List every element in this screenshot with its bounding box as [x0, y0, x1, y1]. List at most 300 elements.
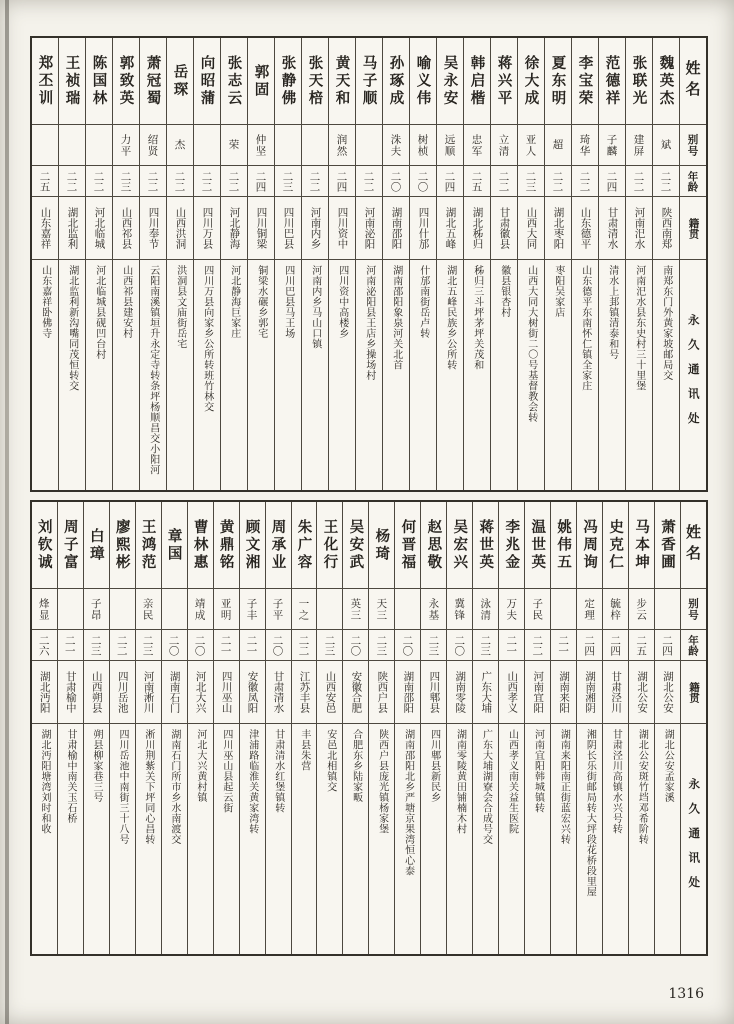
person-column	[572, 38, 599, 490]
person-column	[464, 38, 491, 490]
entry-alias: 英三	[343, 589, 368, 630]
entry-alias: 远顺	[437, 125, 463, 166]
entry-alias: 天三	[369, 589, 394, 630]
entry-address: 清水上邽镇清泰和号	[606, 265, 618, 360]
entry-alias: 杰	[167, 125, 193, 166]
entry-age: 二五	[629, 630, 654, 661]
book-gutter-shadow	[5, 0, 9, 1024]
entry-native-place: 湖南石门	[162, 661, 187, 724]
entry-address: 山西孝义南关益生医院	[506, 729, 518, 834]
entry-age: 二二	[545, 166, 571, 197]
entry-native-place: 河南汜水	[626, 197, 652, 260]
entry-alias: 琦华	[572, 125, 598, 166]
entry-name: 韩启楷	[464, 38, 490, 125]
entry-alias: 万夫	[499, 589, 524, 630]
entry-age: 二六	[32, 630, 57, 661]
person-column	[655, 502, 681, 954]
entry-address: 甘肃泾川高镇水兴号转	[610, 729, 622, 834]
entry-native-place: 河南泌阳	[356, 197, 382, 260]
entry-alias: 忠军	[464, 125, 490, 166]
entry-name: 蒋兴平	[491, 38, 517, 125]
entry-alias	[162, 589, 187, 630]
entry-address: 湘阴长乐街邮局转大坪段花桥段里屋	[584, 729, 596, 897]
entry-alias: 一之	[292, 589, 317, 630]
entry-alias: 泳清	[473, 589, 498, 630]
entry-age: 二四	[248, 166, 274, 197]
entry-age: 二四	[437, 166, 463, 197]
entry-native-place: 河北大兴	[188, 661, 213, 724]
entry-age: 二〇	[383, 166, 409, 197]
entry-name: 萧香圃	[655, 502, 680, 589]
entry-address: 洪洞县文庙街岳宅	[174, 265, 186, 349]
entry-address: 四川巫山县起云街	[220, 729, 232, 813]
entry-name: 张静佛	[275, 38, 301, 125]
entry-name: 郭致英	[113, 38, 139, 125]
entry-address: 什邡南街岳卢转	[417, 265, 429, 339]
entry-alias	[275, 125, 301, 166]
header-alias: 别号	[680, 125, 706, 166]
entry-address: 河南宜阳韩城镇转	[532, 729, 544, 813]
entry-name: 冯周询	[577, 502, 602, 589]
entry-alias: 树桢	[410, 125, 436, 166]
entry-native-place: 四川资中	[329, 197, 355, 260]
entry-alias: 绍贤	[140, 125, 166, 166]
person-column	[525, 502, 551, 954]
entry-alias: 毓梓	[603, 589, 628, 630]
entry-address: 湖南来阳南正街蓝宏兴转	[558, 729, 570, 845]
entry-name: 曹林惠	[188, 502, 213, 589]
entry-alias: 荣	[221, 125, 247, 166]
entry-address: 河北静海巨家庄	[228, 265, 240, 339]
entry-alias	[551, 589, 576, 630]
entry-native-place: 江苏丰县	[292, 661, 317, 724]
entry-alias: 亚明	[214, 589, 239, 630]
entry-address: 徽县银杏村	[498, 265, 510, 318]
header-native_place: 籍贯	[680, 197, 706, 260]
entry-age: 二〇	[410, 166, 436, 197]
entry-alias: 烽显	[32, 589, 57, 630]
entry-name: 吴永安	[437, 38, 463, 125]
entry-name: 章国	[162, 502, 187, 589]
entry-age: 二〇	[343, 630, 368, 661]
entry-alias: 子昂	[84, 589, 109, 630]
entry-native-place: 四川郫县	[421, 661, 446, 724]
entry-age: 二二	[167, 166, 193, 197]
person-column	[302, 38, 329, 490]
entry-native-place: 甘肃泾川	[603, 661, 628, 724]
entry-native-place: 湖北秭归	[464, 197, 490, 260]
entry-alias	[86, 125, 112, 166]
entry-address: 合肥东乡陆家畈	[350, 729, 362, 803]
entry-name: 李兆金	[499, 502, 524, 589]
entry-address: 四川郫县新民乡	[428, 729, 440, 803]
entry-native-place: 河南淅川	[136, 661, 161, 724]
entry-alias: 力平	[113, 125, 139, 166]
entry-address: 山西祁县建安村	[120, 265, 132, 339]
entry-age: 二二	[572, 166, 598, 197]
entry-alias: 建屏	[626, 125, 652, 166]
entry-age: 二四	[577, 630, 602, 661]
entry-name: 刘钦诚	[32, 502, 57, 589]
entry-name: 马本坤	[629, 502, 654, 589]
entry-native-place: 河南内乡	[302, 197, 328, 260]
entry-native-place: 湖北公安	[629, 661, 654, 724]
entry-address: 铜梁水碾乡郭宅	[255, 265, 267, 339]
entry-native-place: 山西孝义	[499, 661, 524, 724]
entry-name: 史克仁	[603, 502, 628, 589]
entry-native-place: 广东大埔	[473, 661, 498, 724]
entry-age: 二三	[473, 630, 498, 661]
entry-native-place: 甘肃徽县	[491, 197, 517, 260]
person-column	[437, 38, 464, 490]
entry-age: 二〇	[447, 630, 472, 661]
entry-name: 周承业	[266, 502, 291, 589]
entry-name: 黄天和	[329, 38, 355, 125]
entry-address: 广东大埔湖寮会合成号交	[480, 729, 492, 845]
person-column	[32, 502, 58, 954]
entry-age: 二三	[518, 166, 544, 197]
person-column	[410, 38, 437, 490]
entry-age: 二四	[655, 630, 680, 661]
header-name: 姓名	[681, 502, 706, 589]
entry-address: 四川岳池中南街三十八号	[116, 729, 128, 845]
entry-alias	[317, 589, 342, 630]
entry-name: 赵思敬	[421, 502, 446, 589]
entry-name: 夏东明	[545, 38, 571, 125]
entry-age: 二一	[551, 630, 576, 661]
entry-address: 云阳南溪镇垣升永定寺转条坪杨顺昌交小阳河	[147, 265, 159, 475]
person-column	[447, 502, 473, 954]
entry-native-place: 湖南湘阴	[577, 661, 602, 724]
entry-native-place: 山西祁县	[113, 197, 139, 260]
person-column	[58, 502, 84, 954]
entry-alias: 洙夫	[383, 125, 409, 166]
entry-name: 张志云	[221, 38, 247, 125]
person-column	[369, 502, 395, 954]
entry-age: 二〇	[266, 630, 291, 661]
header-address: 永久通讯处	[687, 777, 702, 901]
entry-name: 郭固	[248, 38, 274, 125]
entry-age: 二二	[626, 166, 652, 197]
entry-address: 秭归三斗坪茅坪关茂和	[471, 265, 483, 370]
entry-age: 二三	[317, 630, 342, 661]
entry-native-place: 陕西户县	[369, 661, 394, 724]
entry-address: 山东德平东南怀仁镇全家庄	[579, 265, 591, 391]
entry-age: 二三	[275, 166, 301, 197]
person-column	[188, 502, 214, 954]
person-column	[343, 502, 369, 954]
entry-address: 四川资中高楼乡	[336, 265, 348, 339]
header-age: 年龄	[680, 166, 706, 197]
entry-age: 二二	[110, 630, 135, 661]
entry-age: 二〇	[162, 630, 187, 661]
entry-native-place: 四川巫山	[214, 661, 239, 724]
header-alias: 别号	[681, 589, 706, 630]
entry-alias: 子麟	[599, 125, 625, 166]
person-column	[32, 38, 59, 490]
entry-age: 二一	[240, 630, 265, 661]
entry-native-place: 湖北公安	[655, 661, 680, 724]
entry-name: 张天棓	[302, 38, 328, 125]
entry-name: 郑丕训	[32, 38, 58, 125]
person-column	[292, 502, 318, 954]
entry-address: 河南汜水县东史村三十里堡	[633, 265, 645, 391]
header-column	[681, 502, 706, 954]
entry-address: 四川巴县马王场	[282, 265, 294, 339]
entry-native-place: 山西安邑	[317, 661, 342, 724]
entry-address: 河北临城县砚凹台村	[93, 265, 105, 360]
entry-native-place: 四川铜梁	[248, 197, 274, 260]
entry-alias	[356, 125, 382, 166]
entry-address: 南郑东门外黄家坡邮局交	[660, 265, 672, 381]
person-column	[136, 502, 162, 954]
entry-name: 岳琛	[167, 38, 193, 125]
entry-native-place: 山西朔县	[84, 661, 109, 724]
entry-name: 孙琢成	[383, 38, 409, 125]
entry-age: 二五	[32, 166, 58, 197]
entry-alias	[194, 125, 220, 166]
entry-native-place: 河南宜阳	[525, 661, 550, 724]
entry-age: 二三	[113, 166, 139, 197]
entry-address: 山西大同大树街二〇号基督教会转	[525, 265, 537, 423]
entry-native-place: 湖南邵阳	[395, 661, 420, 724]
person-column	[240, 502, 266, 954]
entry-alias	[32, 125, 58, 166]
person-column	[113, 38, 140, 490]
entry-native-place: 湖北监利	[59, 197, 85, 260]
entry-native-place: 湖北枣阳	[545, 197, 571, 260]
entry-address: 河南内乡马山口镇	[309, 265, 321, 349]
entry-age: 二四	[603, 630, 628, 661]
person-column	[110, 502, 136, 954]
entry-age: 二一	[214, 630, 239, 661]
entry-name: 吴宏兴	[447, 502, 472, 589]
entry-native-place: 安徽凤阳	[240, 661, 265, 724]
entry-native-place: 湖南邵阳	[383, 197, 409, 260]
entry-alias: 子丰	[240, 589, 265, 630]
entry-name: 周子富	[58, 502, 83, 589]
entry-address: 甘肃清水红堡镇转	[272, 729, 284, 813]
entry-name: 顾文湘	[240, 502, 265, 589]
entry-age: 二二	[221, 166, 247, 197]
entry-alias: 子平	[266, 589, 291, 630]
page-number: 1316	[668, 986, 704, 1002]
entry-age: 二二	[86, 166, 112, 197]
entry-native-place: 甘肃清水	[266, 661, 291, 724]
entry-alias: 永基	[421, 589, 446, 630]
person-column	[383, 38, 410, 490]
entry-address: 湖南石门所市乡水南渡交	[168, 729, 180, 845]
entry-address: 朔县柳家巷三号	[90, 729, 102, 803]
entry-age: 二五	[464, 166, 490, 197]
person-column	[214, 502, 240, 954]
entry-age: 二二	[302, 166, 328, 197]
entry-address: 湖南零陵黄田铺楠木村	[454, 729, 466, 834]
entry-alias: 子民	[525, 589, 550, 630]
entry-alias: 亲民	[136, 589, 161, 630]
person-column	[599, 38, 626, 490]
entry-age: 二二	[525, 630, 550, 661]
entry-address: 湖南邵阳北乡严塘京果湾恒心泰	[402, 729, 414, 876]
person-column	[653, 38, 680, 490]
entry-age: 二二	[59, 166, 85, 197]
entry-native-place: 湖南来阳	[551, 661, 576, 724]
entry-name: 马子顺	[356, 38, 382, 125]
entry-address: 淅川荆紫关下坪同心昌转	[142, 729, 154, 845]
entry-age: 二二	[292, 630, 317, 661]
entry-native-place: 湖北五峰	[437, 197, 463, 260]
person-column	[356, 38, 383, 490]
entry-native-place: 四川岳池	[110, 661, 135, 724]
entry-name: 廖熙彬	[110, 502, 135, 589]
entry-alias	[395, 589, 420, 630]
entry-age: 二三	[84, 630, 109, 661]
entry-address: 湖北公安斑竹垱邓希阶转	[636, 729, 648, 845]
person-column	[194, 38, 221, 490]
person-column	[167, 38, 194, 490]
entry-age: 二一	[499, 630, 524, 661]
entry-name: 姚伟五	[551, 502, 576, 589]
entry-name: 白璋	[84, 502, 109, 589]
entry-alias: 超	[545, 125, 571, 166]
person-column	[499, 502, 525, 954]
header-name: 姓名	[680, 38, 706, 125]
entry-address: 河南泌阳县王店乡操场村	[363, 265, 375, 381]
entry-name: 蒋世英	[473, 502, 498, 589]
entry-address: 湖北五峰民族乡公所转	[444, 265, 456, 370]
entry-age: 二四	[329, 166, 355, 197]
person-column	[248, 38, 275, 490]
entry-native-place: 甘肃清水	[599, 197, 625, 260]
entry-alias: 冀锋	[447, 589, 472, 630]
person-column	[84, 502, 110, 954]
entry-native-place: 四川万县	[194, 197, 220, 260]
person-column	[162, 502, 188, 954]
entry-age: 二四	[599, 166, 625, 197]
entry-native-place: 河北临城	[86, 197, 112, 260]
entry-native-place: 山西大同	[518, 197, 544, 260]
roster-table-bottom	[30, 500, 708, 956]
entry-age: 二二	[140, 166, 166, 197]
entry-name: 张联光	[626, 38, 652, 125]
entry-age: 二二	[491, 166, 517, 197]
entry-name: 萧冠蜀	[140, 38, 166, 125]
entry-name: 徐大成	[518, 38, 544, 125]
entry-address: 湖北公安孟家溪	[662, 729, 674, 803]
entry-name: 王鸿范	[136, 502, 161, 589]
entry-native-place: 山东德平	[572, 197, 598, 260]
entry-address: 丰县朱营	[298, 729, 310, 771]
entry-address: 河北大兴黄村镇	[194, 729, 206, 803]
entry-age: 二〇	[395, 630, 420, 661]
entry-age: 二三	[421, 630, 446, 661]
entry-address: 安邑北相镇交	[324, 729, 336, 792]
header-address: 永久通讯处	[686, 313, 701, 437]
entry-alias	[59, 125, 85, 166]
entry-alias	[58, 589, 83, 630]
entry-name: 杨琦	[369, 502, 394, 589]
person-column	[317, 502, 343, 954]
entry-name: 朱广容	[292, 502, 317, 589]
entry-alias	[110, 589, 135, 630]
entry-name: 陈国林	[86, 38, 112, 125]
entry-alias	[302, 125, 328, 166]
entry-native-place: 河北静海	[221, 197, 247, 260]
entry-native-place: 湖南零陵	[447, 661, 472, 724]
entry-alias: 靖成	[188, 589, 213, 630]
person-column	[603, 502, 629, 954]
entry-native-place: 安徽合肥	[343, 661, 368, 724]
entry-address: 枣阳吴家店	[552, 265, 564, 318]
entry-native-place: 甘肃榆中	[58, 661, 83, 724]
person-column	[329, 38, 356, 490]
entry-address: 四川万县向家乡公所转班竹林交	[201, 265, 213, 412]
person-column	[86, 38, 113, 490]
entry-name: 魏英杰	[653, 38, 679, 125]
entry-native-place: 四川巴县	[275, 197, 301, 260]
entry-native-place: 山东嘉祥	[32, 197, 58, 260]
person-column	[140, 38, 167, 490]
person-column	[473, 502, 499, 954]
entry-alias: 步云	[629, 589, 654, 630]
entry-name: 范德祥	[599, 38, 625, 125]
entry-native-place: 山西洪洞	[167, 197, 193, 260]
person-column	[221, 38, 248, 490]
person-column	[421, 502, 447, 954]
entry-alias: 定理	[577, 589, 602, 630]
entry-age: 二二	[653, 166, 679, 197]
entry-address: 甘肃榆中南关玉石桥	[65, 729, 77, 824]
person-column	[545, 38, 572, 490]
entry-age: 二二	[194, 166, 220, 197]
person-column	[59, 38, 86, 490]
person-column	[266, 502, 292, 954]
entry-age: 二三	[369, 630, 394, 661]
entry-alias: 润然	[329, 125, 355, 166]
entry-native-place: 湖北沔阳	[32, 661, 57, 724]
entry-address: 湖南邵阳象泉河关北首	[390, 265, 402, 370]
entry-address: 湖北监利新沟嘴同茂恒转交	[66, 265, 78, 391]
entry-address: 陕西户县庞光镇杨家堡	[376, 729, 388, 834]
entry-alias	[655, 589, 680, 630]
person-column	[551, 502, 577, 954]
entry-alias: 斌	[653, 125, 679, 166]
entry-name: 吴安武	[343, 502, 368, 589]
person-column	[518, 38, 545, 490]
entry-native-place: 四川奉节	[140, 197, 166, 260]
entry-name: 温世英	[525, 502, 550, 589]
entry-name: 李宝荣	[572, 38, 598, 125]
entry-age: 二二	[356, 166, 382, 197]
entry-alias: 亚人	[518, 125, 544, 166]
person-column	[629, 502, 655, 954]
entry-address: 湖北沔阳塘湾刘时和收	[39, 729, 51, 834]
entry-name: 何晋福	[395, 502, 420, 589]
entry-name: 黄鼎铭	[214, 502, 239, 589]
entry-name: 喻义伟	[410, 38, 436, 125]
roster-table-top	[30, 36, 708, 492]
entry-name: 向昭蒲	[194, 38, 220, 125]
person-column	[577, 502, 603, 954]
entry-address: 山东嘉祥卧佛寺	[39, 265, 51, 339]
person-column	[395, 502, 421, 954]
entry-age: 二三	[136, 630, 161, 661]
entry-name: 王祯瑞	[59, 38, 85, 125]
header-age: 年龄	[681, 630, 706, 661]
entry-alias: 仲坚	[248, 125, 274, 166]
entry-alias: 立清	[491, 125, 517, 166]
entry-native-place: 四川什邡	[410, 197, 436, 260]
